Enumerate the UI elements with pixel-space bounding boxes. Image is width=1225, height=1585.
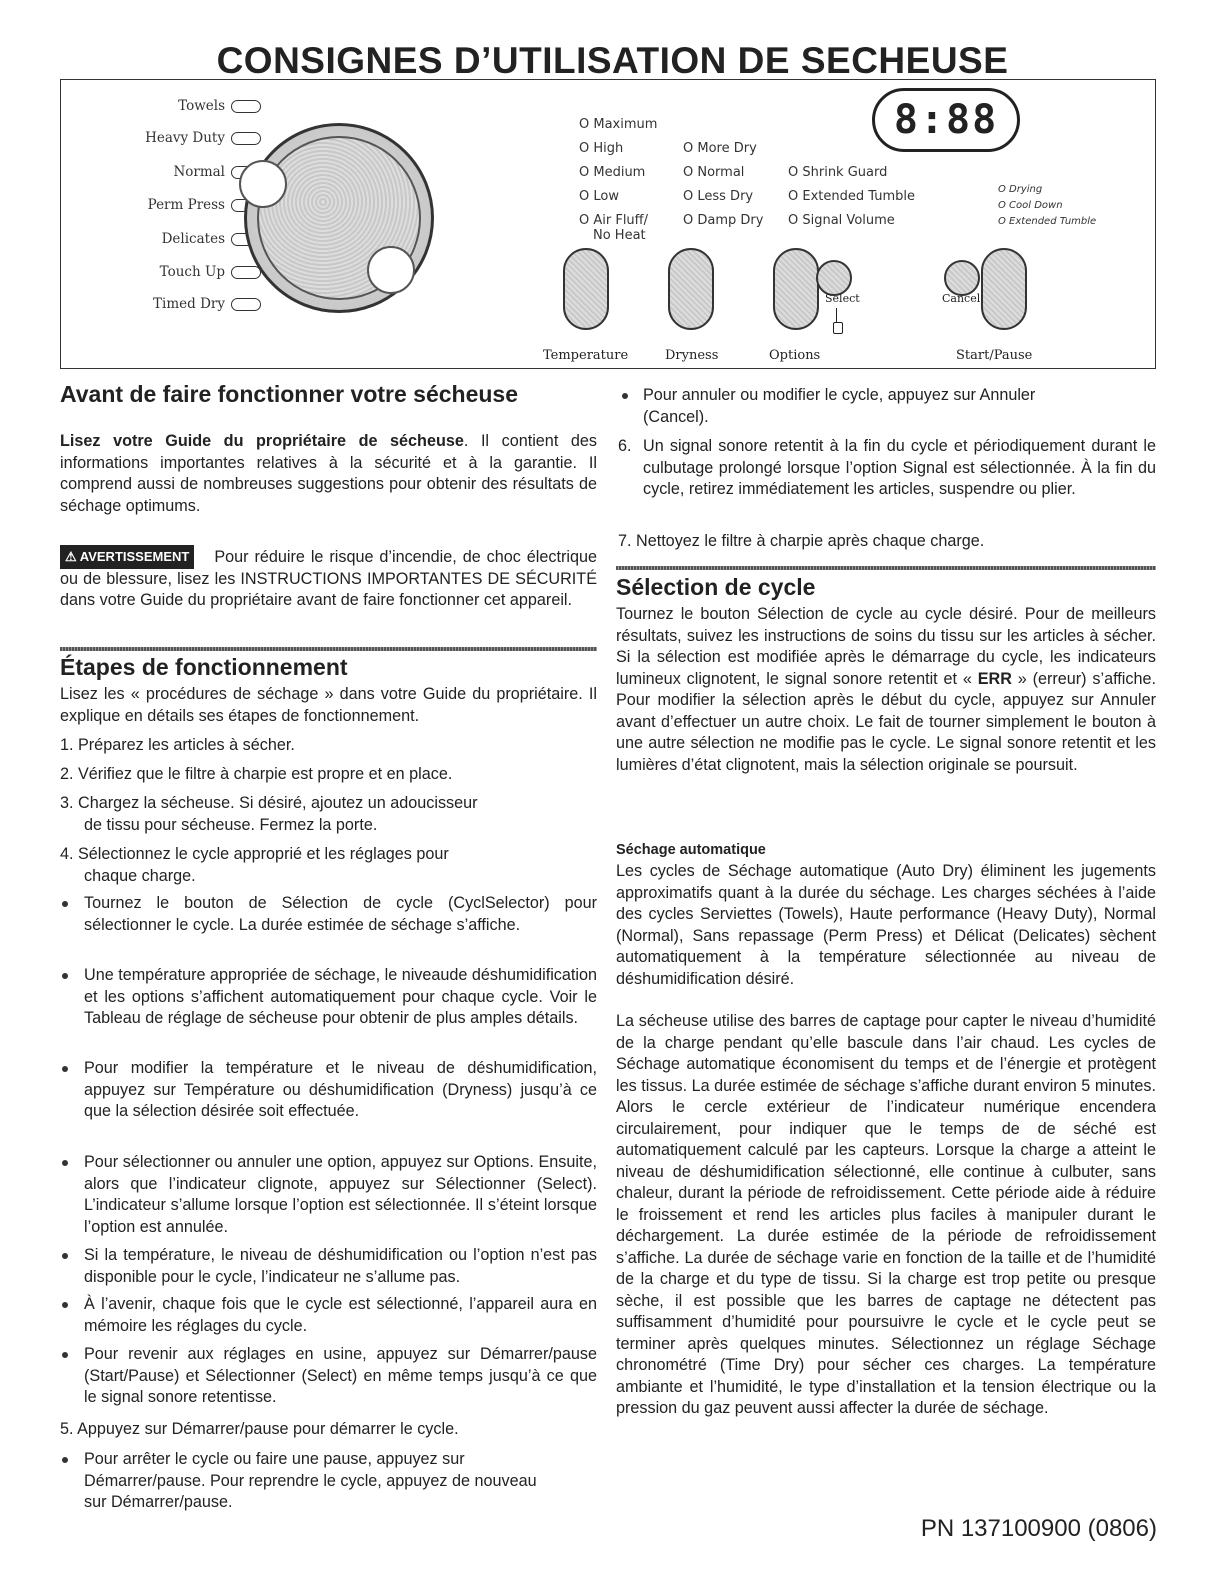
step-7: 7. Nettoyez le filtre à charpie après chaque charge. — [618, 532, 985, 550]
select-button[interactable] — [816, 260, 852, 296]
select-label: Select — [825, 292, 860, 305]
bullet-cycle-selector: Tournez le bouton de Sélection de cycle (CyclSelector) pour sélectionner le cycle. La durée estimée de séchage s’affiche. — [84, 894, 597, 934]
step-3-cont: de tissu pour sécheuse. Fermez la porte. — [84, 816, 378, 834]
part-number: PN 137100900 (0806) — [920, 1515, 1157, 1542]
start-pause-button[interactable] — [981, 248, 1027, 330]
dry-normal: O Normal — [683, 165, 745, 180]
heading-auto-dry: Séchage automatique — [616, 842, 766, 858]
options-button[interactable] — [773, 248, 819, 330]
cycle-timed-dry: Timed Dry — [101, 296, 261, 312]
heading-cycle-selection: Sélection de cycle — [616, 574, 816, 600]
step-4: 4. Sélectionnez le cycle approprié et les réglages pour — [60, 845, 449, 863]
dryness-label: Dryness — [665, 348, 719, 363]
step-6: Un signal sonore retentit à la fin du cycle et périodiquement durant le culbutage prolongé lorsque l’option Signal est sélectionnée. À la fin du cycle, retirez immédiatement les articles, suspendre ou plier. — [643, 437, 1156, 498]
divider — [60, 647, 597, 651]
step-6-num: 6. — [618, 437, 632, 455]
step-1: 1. Préparez les articles à sécher. — [60, 736, 295, 754]
steps-intro: Lisez les « procédures de séchage » dans votre Guide du propriétaire. Il explique en détails ses étapes de fonctionnement. — [60, 685, 597, 725]
dry-damp-dry: O Damp Dry — [683, 213, 764, 228]
dryness-button[interactable] — [668, 248, 714, 330]
lock-icon — [833, 322, 843, 334]
opt-shrink-guard: O Shrink Guard — [788, 165, 888, 180]
cycle-perm-press: Perm Press — [101, 197, 261, 213]
time-display: 8:88 — [872, 88, 1020, 152]
bullet-memory: À l’avenir, chaque fois que le cycle est sélectionné, l’appareil aura en mémoire les réglages du cycle. — [84, 1295, 597, 1335]
auto-dry-text-2: La sécheuse utilise des barres de captage pour capter le niveau d’humidité de la charge pendant qu’elle bascule dans l’air chaud. Les cycles de Séchage automatique économisent du temps et de l’énergie et protègent les tissus. La durée estimée de séchage s’affiche durant environ 5 minutes. Alors le cercle extérieur de l’indicateur numérique encendera circulairement, pour indiquer que le temps de de séché est automatiquement calculé par les capteurs. Lorsque la charge a atteint le niveau de déshumidification sélectionné, elle continue à culbuter, sans chaleur, durant la période de refroidissement. Cette période aide à réduire le froissement et rend les articles plus faciles à manipuler durant le déchargement. La durée estimée de la période de refroidissement s’affiche. La durée de séchage varie en fonction de la taille et de l’humidité de la charge et du type de tissu. Si la charge est trop petite ou presque sèche, il est possible que les barres de captage ne détectent pas suffisamment d’humidité pour poursuivre le cycle et le cycle peut se terminer après quelques minutes. Sélectionnez un réglage Séchage chronométré (Time Dry) pour sécher ces charges. La température ambiante et l’humidité, le type d’installation et la tension électrique ou la pression du gaz peuvent aussi affecter la durée de séchage. — [616, 1012, 1156, 1417]
cycle-touch-up: Touch Up — [101, 264, 261, 280]
cycle-delicates: Delicates — [101, 231, 261, 247]
temp-low: O Low — [579, 189, 619, 204]
page-title: CONSIGNES D’UTILISATION DE SECHEUSE — [216, 40, 1009, 81]
auto-dry-text-1: Les cycles de Séchage automatique (Auto Dry) éliminent les jugements approximatifs quant à la durée du séchage. Les charges séchées à l’aide des cycles Serviettes (Towels), Haute performance (Heavy Duty), Normal (Normal), Sans repassage (Perm Press) et Délicat (Delicates) sèchent automatiquement à la température sélectionnée au niveau de déshumidification désiré. — [616, 862, 1156, 988]
cycle-normal: Normal — [101, 164, 261, 180]
bullet-factory-reset: Pour revenir aux réglages en usine, appuyez sur Démarrer/pause (Start/Pause) et Sélectionner (Select) en même temps jusqu’à ce que le signal sonore retentisse. — [84, 1345, 597, 1406]
cycle-towels: Towels — [101, 98, 261, 114]
bullet-not-available: Si la température, le niveau de déshumidification ou l’option n’est pas disponible pour le cycle, l’indicateur ne s’allume pas. — [84, 1246, 597, 1286]
opt-signal-volume: O Signal Volume — [788, 213, 895, 228]
temp-no-heat: No Heat — [593, 228, 646, 243]
warning-badge: ⚠ AVERTISSEMENT — [60, 545, 194, 569]
temperature-label: Temperature — [543, 348, 629, 363]
bullet-pause: Pour arrêter le cycle ou faire une pause, appuyez sur Démarrer/pause. Pour reprendre le cycle, appuyez de nouveau sur Démarrer/pause. — [84, 1450, 537, 1511]
step-3: 3. Chargez la sécheuse. Si désiré, ajoutez un adoucisseur — [60, 794, 478, 812]
bullet-modify-temp: Pour modifier la température et le niveau de déshumidification, appuyez sur Température ou déshumidification (Dryness) jusqu’à ce que la sélection désirée soit effectuée. — [84, 1059, 597, 1120]
cancel-button[interactable] — [944, 260, 980, 296]
temp-air-fluff: O Air Fluff/ — [579, 213, 649, 228]
status-cool-down: O Cool Down — [998, 200, 1063, 211]
control-panel — [60, 79, 1156, 369]
temp-medium: O Medium — [579, 165, 646, 180]
temp-high: O High — [579, 141, 624, 156]
temp-maximum: O Maximum — [579, 117, 658, 132]
paragraph-read-guide: Lisez votre Guide du propriétaire de sécheuse. Il contient des informations importantes relatives à la sécurité et à la garantie. Il comprend aussi de nombreuses suggestions pour obtenir des résultats de séchage optimums. — [60, 432, 597, 515]
step-4-cont: chaque charge. — [84, 867, 196, 885]
cycle-selection-text: Tournez le bouton Sélection de cycle au cycle désiré. Pour de meilleurs résultats, suivez les instructions de soins du tissu sur les articles à sécher. Si la sélection est modifiée après le démarrage du cycle, les indicateurs lumineux clignotent, le signal sonore retentit et « ERR » (erreur) s’affiche. Pour modifier la sélection après le début du cycle, appuyez sur Annuler avant d’effectuer un autre choix. Le fait de tourner simplement le bouton à une autre sélection ne modifie pas le cycle. Le signal sonore retentit et les lumières d’état clignotent, mais la sélection originale se poursuit. — [616, 605, 1156, 774]
opt-extended-tumble: O Extended Tumble — [788, 189, 915, 204]
divider — [616, 566, 1156, 570]
status-drying: O Drying — [998, 184, 1043, 195]
step-5: 5. Appuyez sur Démarrer/pause pour démarrer le cycle. — [60, 1420, 459, 1438]
temperature-button[interactable] — [563, 248, 609, 330]
start-pause-label: Start/Pause — [956, 348, 1033, 363]
bullet-options: Pour sélectionner ou annuler une option, appuyez sur Options. Ensuite, alors que l’indicateur clignote, appuyez sur Sélectionner (Select). L’indicateur s’allume lorsque l’option est sélectionnée. Il s’éteint lorsque l’option est annulée. — [84, 1153, 597, 1236]
options-label: Options — [769, 348, 821, 363]
warning-paragraph: ⚠ AVERTISSEMENT Pour réduire le risque d’incendie, de choc électrique ou de blessure, lisez les INSTRUCTIONS IMPORTANTES DE SÉCURITÉ dans votre Guide du propriétaire avant de faire fonctionner cet appareil. — [60, 545, 597, 612]
step-2: 2. Vérifiez que le filtre à charpie est propre et en place. — [60, 765, 453, 783]
cycle-heavy-duty: Heavy Duty — [101, 130, 261, 146]
heading-before-use: Avant de faire fonctionner votre sécheuse — [60, 381, 519, 407]
cycle-selector-knob[interactable] — [244, 123, 434, 313]
status-extended-tumble: O Extended Tumble — [998, 216, 1097, 227]
bullet-temperature-auto: Une température appropriée de séchage, le niveaude déshumidification et les options s’affichent automatiquement pour chaque cycle. Voir le Tableau de réglage de sécheuse pour obtenir de plus amples détails. — [84, 966, 597, 1027]
dry-less-dry: O Less Dry — [683, 189, 754, 204]
dry-more-dry: O More Dry — [683, 141, 757, 156]
heading-steps: Étapes de fonctionnement — [60, 654, 348, 680]
bullet-cancel: Pour annuler ou modifier le cycle, appuyez sur Annuler (Cancel). — [643, 386, 1036, 426]
cancel-label: Cancel — [942, 292, 981, 305]
